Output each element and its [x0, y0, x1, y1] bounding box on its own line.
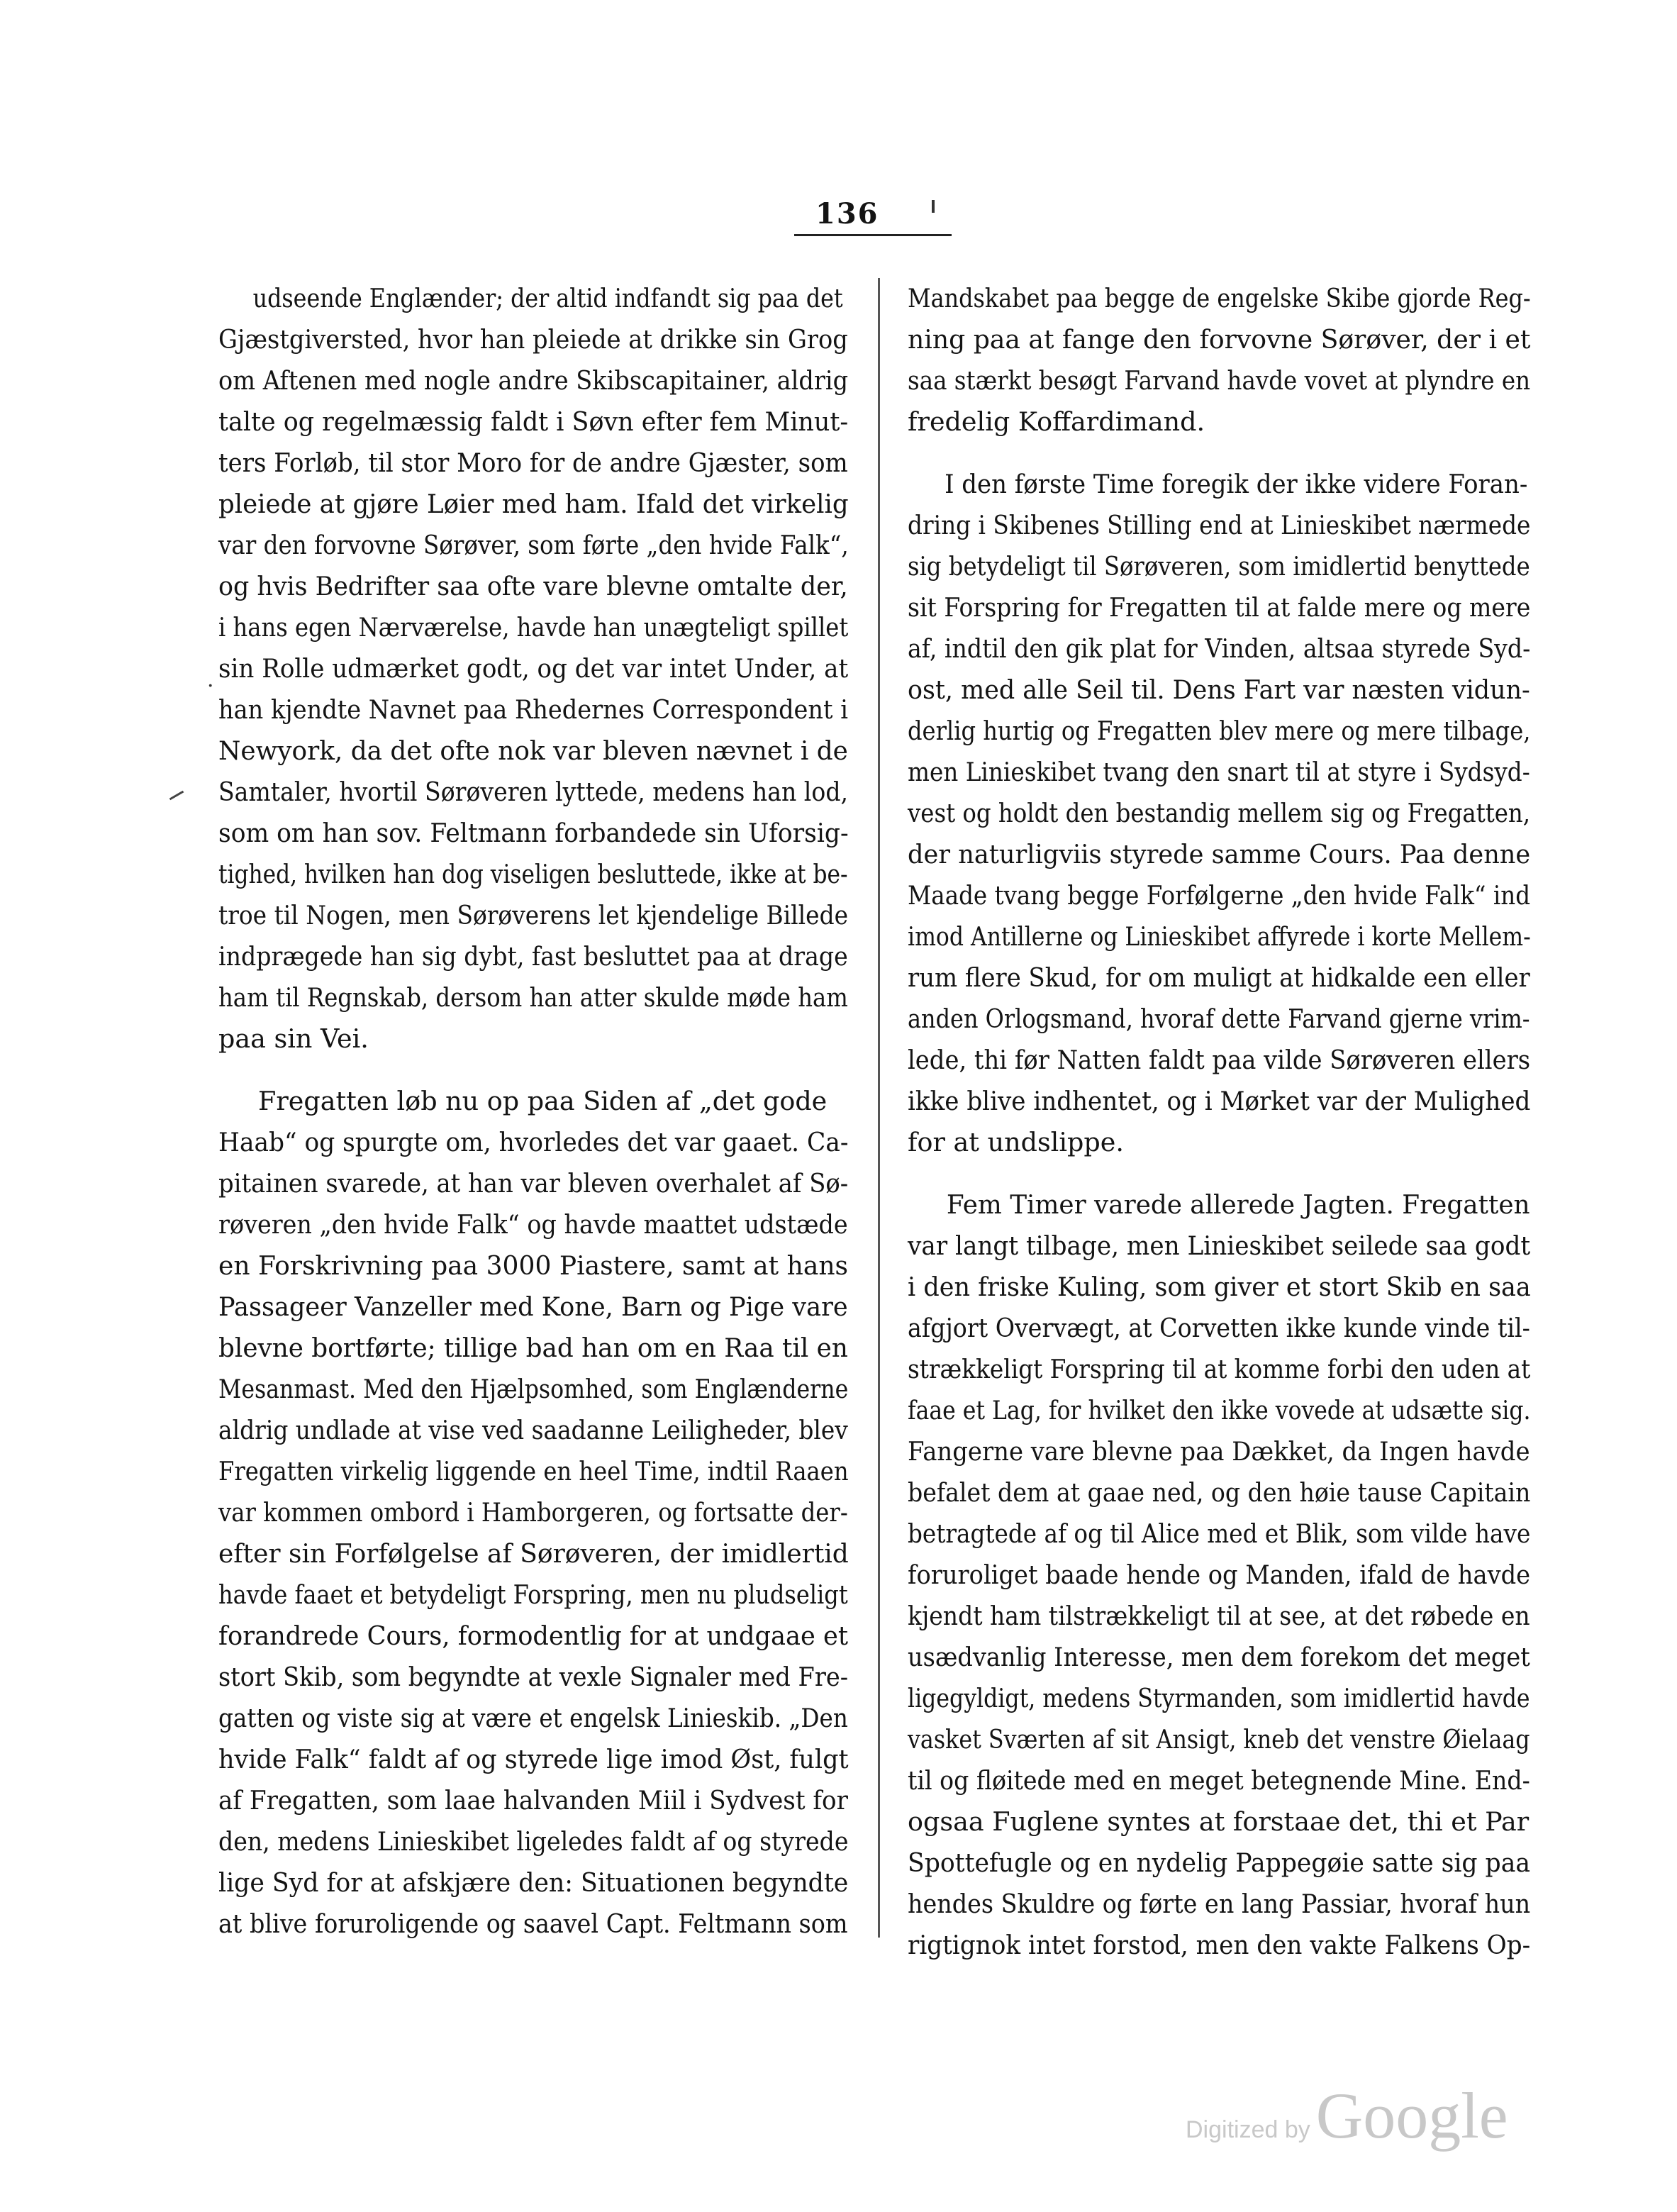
text-line: forandrede Cours, formodentlig for at undgaae et	[218, 1621, 849, 1651]
text-line: Samtaler, hvortil Sørøveren lyttede, medens han lod,	[218, 777, 849, 807]
text-line: ligegyldigt, medens Styrmanden, som imidlertid havde	[908, 1683, 1530, 1713]
text-line: sit Forspring for Fregatten til at falde mere og mere	[908, 592, 1531, 623]
text-line: var kommen ombord i Hamborgeren, og fortsatte der-	[218, 1497, 848, 1528]
text-line: pleiede at gjøre Løier med ham. Ifald det virkelig	[218, 489, 849, 519]
text-line: men Linieskibet tvang den snart til at styre i Sydsyd-	[908, 757, 1530, 787]
text-line: Mesanmast. Med den Hjælpsomhed, som Englænderne	[218, 1374, 849, 1404]
google-logo: Google	[1315, 2079, 1508, 2152]
text-line: om Aftenen med nogle andre Skibscapitainer, aldrig	[218, 365, 849, 396]
text-line: ning paa at fange den forvovne Sørøver, der i et	[908, 324, 1531, 355]
text-line: vasket Sværten af sit Ansigt, kneb det venstre Øielaag	[908, 1724, 1530, 1755]
text-line: var langt tilbage, men Linieskibet seilede saa godt	[908, 1230, 1531, 1261]
text-line: Gjæstgiversted, hvor han pleiede at drikke sin Grog	[218, 324, 848, 355]
text-line: I den første Time foregik der ikke videre Foran-	[945, 469, 1528, 499]
text-line: Newyork, da det ofte nok var bleven nævnet i de	[218, 735, 848, 766]
text-line: derlig hurtig og Fregatten blev mere og mere tilbage,	[908, 716, 1531, 746]
text-line: hendes Skuldre og førte en lang Passiar, hvoraf hun	[908, 1889, 1531, 1919]
text-line: af Fregatten, som laae halvanden Miil i Sydvest for	[218, 1785, 848, 1816]
watermark-prefix: Digitized by	[1186, 2116, 1310, 2143]
text-line: betragtede af og til Alice med et Blik, som vilde have	[908, 1518, 1531, 1549]
tick-mark	[932, 200, 935, 213]
text-line: den, medens Linieskibet ligeledes faldt af og styrede	[218, 1826, 849, 1857]
text-line: Fregatten løb nu op paa Siden af „det gode	[258, 1086, 828, 1116]
text-line: en Forskrivning paa 3000 Piastere, samt at hans	[218, 1250, 849, 1281]
text-line: imod Antillerne og Linieskibet affyrede i korte Mellem-	[908, 921, 1531, 952]
text-line: ogsaa Fuglene syntes at forstaae det, thi et Par	[908, 1806, 1530, 1837]
text-line: han kjendte Navnet paa Rhedernes Correspondent i	[218, 694, 848, 725]
text-line: vest og holdt den bestandig mellem sig og Fregatten,	[908, 798, 1531, 828]
text-line: tighed, hvilken han dog viseligen besluttede, ikke at be-	[218, 859, 848, 889]
text-line: at blive foruroligende og saavel Capt. Feltmann som	[218, 1908, 848, 1939]
text-line: havde faaet et betydeligt Forspring, men nu pludseligt	[218, 1579, 848, 1610]
text-line: ham til Regnskab, dersom han atter skulde møde ham	[218, 982, 848, 1013]
text-line: anden Orlogsmand, hvoraf dette Farvand gjerne vrim-	[908, 1004, 1530, 1034]
text-line: efter sin Forfølgelse af Sørøveren, der imidlertid	[218, 1538, 849, 1569]
digitized-watermark	[1186, 2078, 1508, 2153]
text-line: paa sin Vei.	[218, 1023, 369, 1054]
text-line: Fregatten virkelig liggende en heel Time, indtil Raaen	[218, 1456, 849, 1486]
text-line: Mandskabet paa begge de engelske Skibe gjorde Reg-	[908, 283, 1531, 313]
text-line: troe til Nogen, men Sørøverens let kjendelige Billede	[218, 900, 849, 930]
text-line: afgjort Overvægt, at Corvetten ikke kunde vinde til-	[908, 1313, 1530, 1343]
right-column	[908, 278, 1530, 1966]
text-line: fredelig Koffardimand.	[908, 406, 1205, 437]
text-line: rigtignok intet forstod, men den vakte Falkens Op-	[908, 1930, 1531, 1960]
text-line: strækkeligt Forspring til at komme forbi den uden at	[908, 1354, 1531, 1384]
text-line: befalet dem at gaae ned, og den høie tause Capitain	[908, 1477, 1531, 1508]
text-line: der naturligviis styrede samme Cours. Paa denne	[908, 839, 1531, 869]
text-line: af, indtil den gik plat for Vinden, altsaa styrede Syd-	[908, 633, 1531, 664]
text-line: usædvanlig Interesse, men dem forekom det meget	[908, 1642, 1530, 1672]
text-line: Spottefugle og en nydelig Pappegøie satte sig paa	[908, 1847, 1530, 1878]
text-line: blevne bortførte; tillige bad han om en Raa til en	[218, 1333, 848, 1363]
text-line: faae et Lag, for hvilket den ikke vovede at udsætte sig.	[908, 1395, 1531, 1425]
text-line: gatten og viste sig at være et engelsk Linieskib. „Den	[218, 1703, 848, 1733]
stray-mark	[169, 791, 184, 801]
text-line: rum flere Skud, for om muligt at hidkalde een eller	[908, 962, 1530, 993]
text-line: sig betydeligt til Sørøveren, som imidlertid benyttede	[908, 551, 1530, 582]
text-line: kjendt ham tilstrækkeligt til at see, at det røbede en	[908, 1601, 1530, 1631]
text-line: udseende Englænder; der altid indfandt sig paa det	[252, 283, 843, 313]
text-line: stort Skib, som begyndte at vexle Signaler med Fre-	[218, 1662, 849, 1692]
text-line: Fem Timer varede allerede Jagten. Fregatten	[946, 1189, 1530, 1220]
text-line: pitainen svarede, at han var bleven overhalet af Sø-	[218, 1168, 849, 1199]
left-column	[218, 278, 848, 1945]
text-line: dring i Skibenes Stilling end at Linieskibet nærmede	[908, 510, 1531, 540]
text-line: var den forvovne Sørøver, som førte „den hvide Falk“,	[218, 530, 849, 560]
text-line: røveren „den hvide Falk“ og havde maattet udstæde	[218, 1209, 848, 1240]
text-line: Haab“ og spurgte om, hvorledes det var gaaet. Ca-	[218, 1127, 849, 1157]
text-line: saa stærkt besøgt Farvand havde vovet at plyndre en	[908, 365, 1531, 396]
text-line: i den friske Kuling, som giver et stort Skib en saa	[908, 1272, 1531, 1302]
text-line: i hans egen Nærværelse, havde han unægteligt spillet	[218, 612, 849, 643]
text-line: ters Forløb, til stor Moro for de andre Gjæster, som	[218, 448, 848, 478]
text-line: hvide Falk“ faldt af og styrede lige imod Øst, fulgt	[218, 1744, 849, 1774]
text-line: og hvis Bedrifter saa ofte vare blevne omtalte der,	[218, 571, 848, 601]
text-line: for at undslippe.	[908, 1127, 1124, 1157]
stray-mark: ·	[207, 674, 214, 699]
text-line: indprægede han sig dybt, fast besluttet paa at drage	[218, 941, 848, 972]
text-line: til og fløitede med en meget betegnende Mine. End-	[908, 1765, 1530, 1796]
text-line: Maade tvang begge Forfølgerne „den hvide Falk“ ind	[908, 880, 1531, 911]
text-line: aldrig undlade at vise ved saadanne Leiligheder, blev	[218, 1415, 848, 1445]
text-line: foruroliget baade hende og Manden, ifald de havde	[908, 1560, 1531, 1590]
page-number: 136	[815, 197, 879, 230]
column-divider	[878, 278, 880, 1938]
text-line: Passageer Vanzeller med Kone, Barn og Pige vare	[218, 1291, 848, 1322]
text-line: talte og regelmæssig faldt i Søvn efter fem Minut-	[218, 406, 849, 437]
text-line: Fangerne vare blevne paa Dækket, da Ingen havde	[908, 1436, 1530, 1467]
text-line: ikke blive indhentet, og i Mørket var der Mulighed	[908, 1086, 1531, 1116]
text-line: lede, thi før Natten faldt paa vilde Sørøveren ellers	[908, 1045, 1531, 1075]
text-line: som om han sov. Feltmann forbandede sin Uforsig-	[218, 818, 849, 848]
text-line: sin Rolle udmærket godt, og det var intet Under, at	[218, 653, 849, 684]
text-line: ost, med alle Seil til. Dens Fart var næsten vidun-	[908, 674, 1530, 705]
text-line: lige Syd for at afskjære den: Situationen begyndte	[218, 1867, 849, 1898]
page-number-rule	[794, 234, 952, 236]
